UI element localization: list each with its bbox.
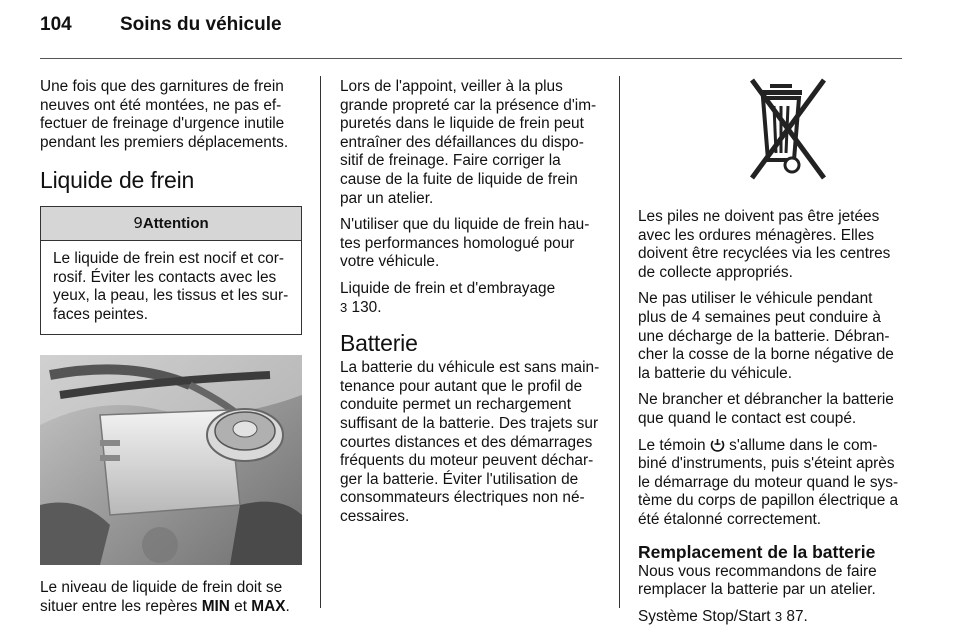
battery-connect-paragraph: Ne brancher et débrancher la batterie que quand le contact est coupé. — [638, 391, 894, 427]
warning-box — [40, 206, 302, 335]
battery-replacement-heading: Remplacement de la batterie — [638, 541, 876, 562]
approved-fluid-paragraph: N'utiliser que du liquide de frein hau-tes performances homologué pour votre véhicule. — [340, 216, 590, 271]
fluid-reference-text: Liquide de frein et d'embrayage — [340, 279, 556, 297]
brake-pad-paragraph: Une fois que des garnitures de frein neuves ont été montées, ne pas ef-fectuer de freinage d'urgence inutile pendant les premiers déplacements. — [40, 78, 289, 151]
page-header — [40, 14, 282, 36]
level-and: et — [229, 597, 252, 615]
fluid-reference-page[interactable]: 130. — [347, 298, 382, 316]
min-mark: MIN — [201, 597, 230, 615]
warning-header — [41, 207, 301, 241]
column-divider-2 — [619, 76, 620, 608]
warning-label: Attention — [142, 215, 209, 233]
throttle-lamp-icon — [710, 438, 725, 452]
level-period: . — [285, 597, 290, 615]
level-paragraph — [40, 579, 302, 616]
brake-fluid-heading: Liquide de frein — [40, 167, 195, 194]
brake-fluid-reservoir-photo — [40, 355, 302, 565]
warning-text: Le liquide de frein est nocif et cor-rosif. Éviter les contacts avec les yeux, la peau, les tissus et les sur-faces peintes. — [53, 249, 289, 323]
lamp-text-after: s'allume dans le com-biné d'instruments, puis s'éteint après le démarrage du moteur quand le sys-tème du corps de papillon électrique a été étalonné correctement. — [638, 436, 899, 528]
column-1 — [40, 78, 302, 625]
warning-triangle-icon: 9 — [133, 214, 143, 233]
fluid-reference — [340, 280, 604, 317]
battery-paragraph: La batterie du véhicule est sans main-tenance pour autant que le profil de conduite permet un rechargement suffisant de la batterie. Des trajets sur courtes distances et des démarrages fréquents du moteur peuvent déchar-ger la batterie. Éviter l'utilisation de consommateurs électriques non né-cessaires. — [340, 359, 600, 525]
battery-heading: Batterie — [340, 330, 418, 357]
stop-start-page[interactable]: 87. — [782, 607, 808, 625]
column-2 — [340, 78, 604, 534]
column-divider-1 — [320, 76, 321, 608]
refill-paragraph: Lors de l'appoint, veiller à la plus grande propreté car la présence d'im-puretés dans le liquide de frein peut entraîner des défaillances du dispo-sitif de freinage. Faire corriger la cause de la fuite de liquide de frein par un atelier. — [340, 78, 597, 207]
stop-start-reference — [638, 608, 904, 627]
crossed-out-bin-icon — [638, 78, 904, 194]
page-number: 104 — [40, 14, 72, 35]
battery-storage-paragraph: Ne pas utiliser le véhicule pendant plus de 4 semaines peut conduire à une décharge de la batterie. Débran-cher la cosse de la borne négative de la batterie du véhicule. — [638, 290, 894, 382]
lamp-text-before: Le témoin — [638, 436, 710, 454]
warning-lamp-paragraph — [638, 437, 904, 530]
level-text: Le niveau de liquide de frein doit se situer entre les repères — [40, 579, 283, 615]
column-3 — [638, 78, 904, 634]
page-reference-arrow-icon: 3 — [340, 299, 348, 315]
max-mark: MAX — [251, 597, 286, 615]
page-reference-arrow-icon: 3 — [774, 608, 783, 624]
stop-start-text: Système Stop/Start — [638, 607, 771, 625]
battery-disposal-paragraph: Les piles ne doivent pas être jetées avec les ordures ménagères. Elles doivent être recyclées via les centres de collecte appropriés. — [638, 208, 891, 281]
replacement-paragraph: Nous vous recommandons de faire remplacer la batterie par un atelier. — [638, 562, 877, 599]
header-rule — [40, 58, 902, 59]
page-title: Soins du véhicule — [120, 14, 282, 35]
